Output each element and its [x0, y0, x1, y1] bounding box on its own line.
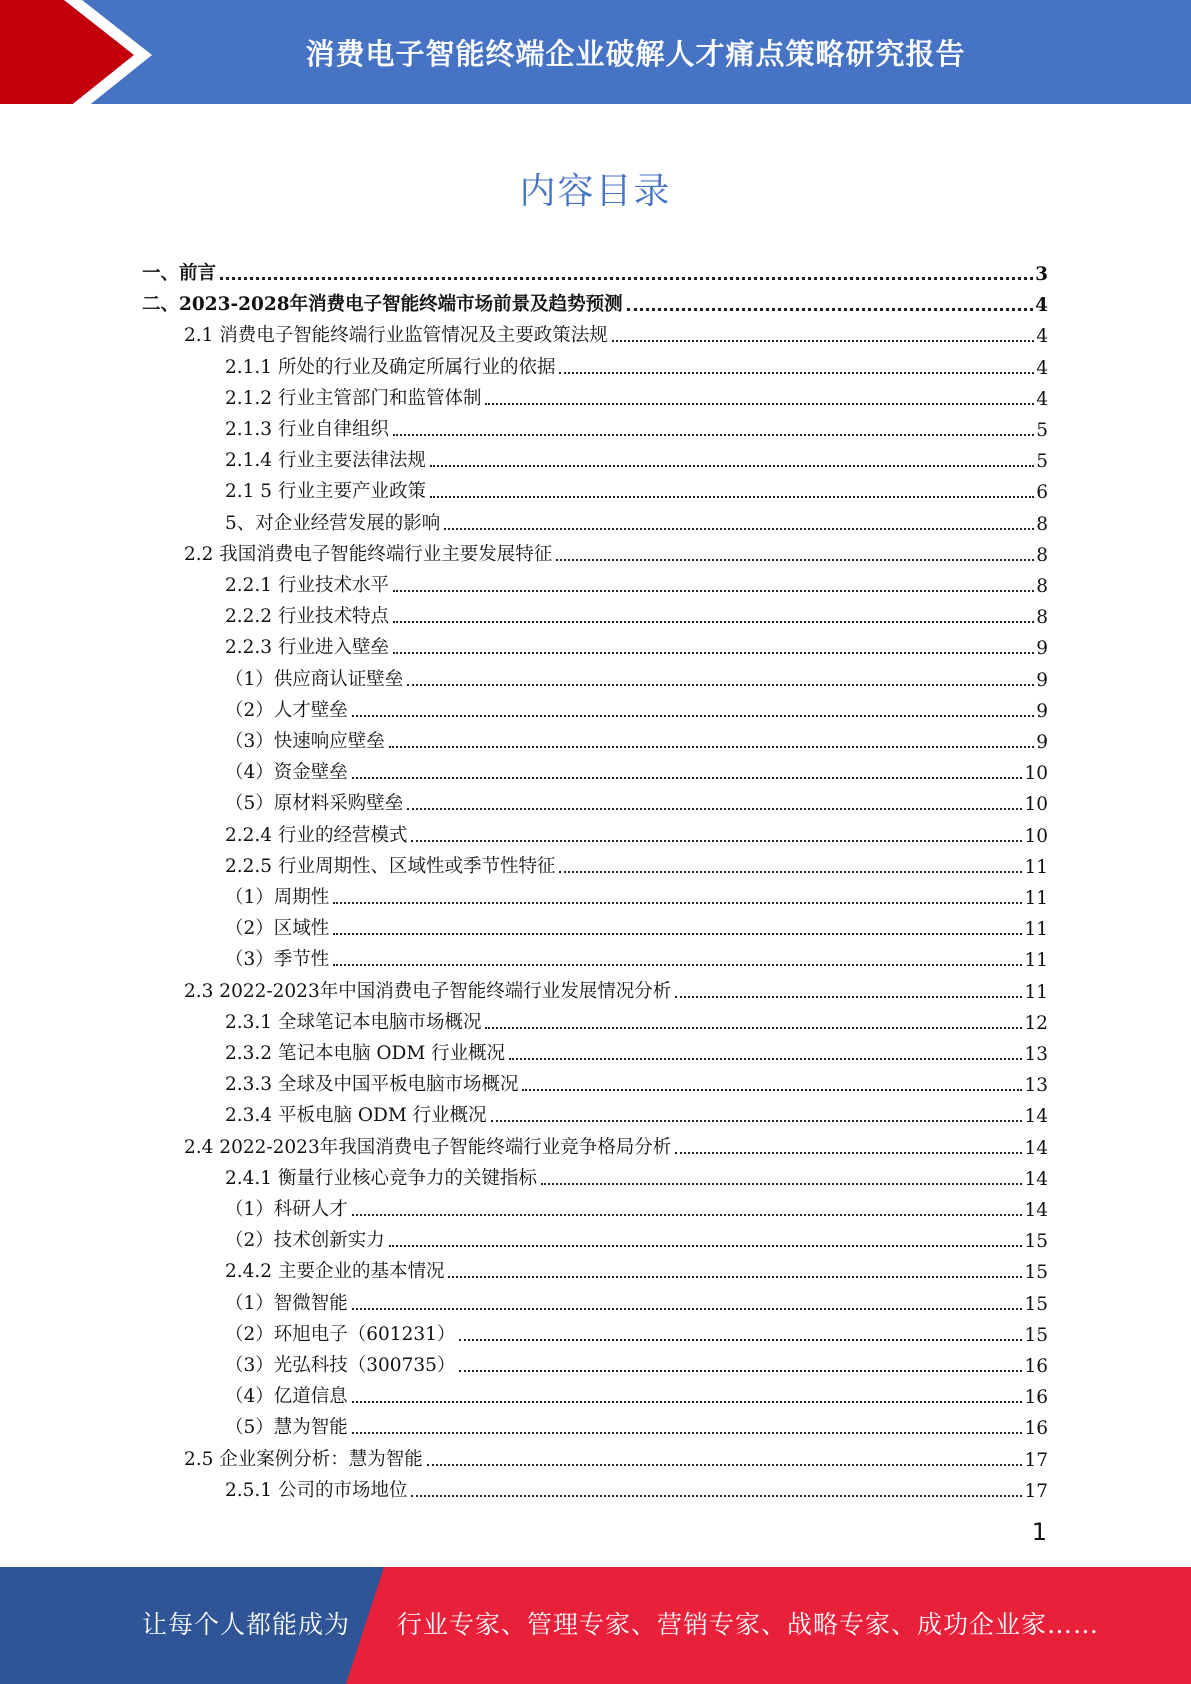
- toc-entry-title: （1）科研人才: [225, 1199, 348, 1220]
- toc-dot-leader: [407, 684, 1034, 686]
- toc-entry-page: 10: [1024, 763, 1048, 785]
- toc-entry-page: 17: [1024, 1449, 1048, 1471]
- toc-entry[interactable]: [184, 972, 1048, 1003]
- toc-dot-leader: [352, 777, 1023, 779]
- toc-entry-title: 2.3.2 笔记本电脑 ODM 行业概况: [225, 1043, 506, 1064]
- toc-dot-leader: [541, 1183, 1022, 1185]
- toc-title: 内容目录: [519, 171, 672, 212]
- page-footer: [0, 1567, 1191, 1684]
- toc-entry[interactable]: [225, 878, 1048, 909]
- toc-dot-leader: [352, 715, 1034, 717]
- toc-dot-leader: [612, 340, 1034, 342]
- toc-entry-title: 2.1 消费电子智能终端行业监管情况及主要政策法规: [184, 325, 608, 347]
- toc-entry[interactable]: [225, 472, 1048, 503]
- toc-entry-title: （3）季节性: [225, 949, 330, 971]
- toc-dot-leader: [509, 1058, 1022, 1060]
- toc-entry-title: （1）供应商认证壁垒: [225, 668, 404, 690]
- toc-entry-page: 5: [1036, 451, 1048, 473]
- toc-dot-leader: [389, 746, 1034, 748]
- toc-entry-title: 2.4.1 衡量行业核心竞争力的关键指标: [225, 1167, 537, 1189]
- toc-entry[interactable]: [225, 1377, 1048, 1408]
- toc-entry-title: （2）人才壁垒: [225, 699, 348, 721]
- toc-entry[interactable]: [225, 1034, 1048, 1065]
- toc-entry-page: 11: [1024, 856, 1048, 878]
- header-title: 消费电子智能终端企业破解人才痛点策略研究报告: [305, 36, 966, 71]
- toc-entry-title: （2）环旭电子（601231）: [225, 1323, 456, 1345]
- toc-entry-page: 17: [1024, 1480, 1048, 1502]
- toc-entry-page: 8: [1036, 513, 1048, 535]
- toc-entry[interactable]: [142, 254, 1048, 285]
- toc-entry-title: （3）光弘科技（300735）: [225, 1355, 456, 1376]
- toc-dot-leader: [430, 496, 1034, 498]
- toc-dot-leader: [448, 1276, 1022, 1278]
- toc-dot-leader: [627, 308, 1033, 311]
- toc-entry-title: （4）资金壁垒: [225, 762, 348, 784]
- toc-entry-title: 2.2 我国消费电子智能终端行业主要发展特征: [184, 543, 553, 565]
- toc-dot-leader: [459, 1339, 1022, 1341]
- toc-entry[interactable]: [225, 753, 1048, 784]
- toc-entry-page: 4: [1036, 388, 1048, 410]
- toc-entry-title: 一、前言: [142, 263, 217, 284]
- toc-entry[interactable]: [225, 722, 1048, 753]
- toc-dot-leader: [393, 621, 1034, 623]
- toc-dot-leader: [491, 1120, 1023, 1122]
- toc-dot-leader: [352, 1401, 1023, 1403]
- toc-entry[interactable]: [225, 628, 1048, 659]
- toc-entry[interactable]: [225, 660, 1048, 691]
- toc-entry[interactable]: [225, 1190, 1048, 1221]
- toc-entry-title: 2.3 2022-2023年中国消费电子智能终端行业发展情况分析: [184, 980, 672, 1002]
- page-number: 1: [1031, 1518, 1047, 1546]
- toc-entry-title: 2.1 5 行业主要产业政策: [225, 481, 426, 503]
- toc-entry-page: 15: [1024, 1324, 1048, 1346]
- toc-dot-leader: [333, 933, 1022, 935]
- footer-slogan-left: 让每个人都能成为: [142, 1610, 351, 1639]
- toc-entry-title: （5）原材料采购壁垒: [225, 793, 404, 815]
- toc-entry-title: 2.4.2 主要企业的基本情况: [225, 1261, 445, 1283]
- toc-entry-page: 14: [1024, 1137, 1048, 1159]
- toc-entry[interactable]: [225, 816, 1048, 847]
- toc-dot-leader: [556, 559, 1034, 561]
- toc-entry[interactable]: [225, 441, 1048, 472]
- toc-entry[interactable]: [225, 379, 1048, 410]
- toc-entry-title: 2.3.3 全球及中国平板电脑市场概况: [225, 1074, 519, 1096]
- toc-entry[interactable]: [225, 1221, 1048, 1252]
- toc-entry-page: 9: [1036, 700, 1048, 722]
- toc-dot-leader: [444, 528, 1034, 530]
- toc-entry-page: 14: [1024, 1106, 1048, 1128]
- toc-entry[interactable]: [225, 1408, 1048, 1439]
- toc-entry[interactable]: [225, 1159, 1048, 1190]
- toc-entry-title: 2.1.4 行业主要法律法规: [225, 450, 426, 472]
- toc-dot-leader: [220, 277, 1033, 280]
- toc-entry-title: 2.1.2 行业主管部门和监管体制: [225, 387, 482, 409]
- toc-dot-leader: [407, 808, 1022, 810]
- toc-entry[interactable]: [225, 410, 1048, 441]
- toc-entry-page: 11: [1024, 919, 1048, 941]
- toc-entry-title: 5、对企业经营发展的影响: [225, 512, 441, 534]
- toc-entry-page: 8: [1036, 544, 1048, 566]
- toc-entry-page: 9: [1036, 638, 1048, 660]
- toc-entry-title: （1）周期性: [225, 887, 330, 908]
- toc-entry-title: 2.5.1 公司的市场地位: [225, 1479, 408, 1501]
- toc-dot-leader: [389, 1245, 1023, 1247]
- toc-entry-page: 15: [1024, 1231, 1048, 1253]
- toc-entry-page: 14: [1024, 1200, 1048, 1221]
- toc-dot-leader: [393, 434, 1034, 436]
- toc-entry-page: 13: [1024, 1075, 1048, 1097]
- toc-entry-page: 14: [1024, 1168, 1048, 1190]
- toc-entry-page: 16: [1024, 1356, 1048, 1377]
- toc-entry-title: 2.4 2022-2023年我国消费电子智能终端行业竞争格局分析: [184, 1136, 672, 1158]
- toc-entry[interactable]: [225, 504, 1048, 535]
- toc-entry-page: 8: [1036, 607, 1048, 629]
- toc-entry-page: 4: [1036, 326, 1048, 348]
- toc-entry[interactable]: [184, 1440, 1048, 1471]
- toc-entry-page: 6: [1036, 482, 1048, 504]
- toc-entry-page: 12: [1024, 1012, 1048, 1034]
- toc-entry-title: 2.2.4 行业的经营模式: [225, 824, 408, 846]
- toc-entry-page: 11: [1024, 950, 1048, 972]
- toc-dot-leader: [559, 871, 1022, 873]
- toc-entry[interactable]: [225, 348, 1048, 379]
- footer-slogan-right: 行业专家、管理专家、营销专家、战略专家、成功企业家……: [397, 1610, 1100, 1639]
- toc-entry-page: 9: [1036, 732, 1048, 753]
- toc-dot-leader: [485, 1027, 1022, 1029]
- toc-dot-leader: [393, 590, 1034, 592]
- toc-entry-page: 13: [1024, 1044, 1048, 1065]
- toc-dot-leader: [352, 1214, 1023, 1216]
- toc-dot-leader: [333, 902, 1022, 904]
- toc-entry-title: （3）快速响应壁垒: [225, 731, 385, 752]
- toc-entry[interactable]: [225, 1096, 1048, 1127]
- toc-entry[interactable]: [225, 1003, 1048, 1034]
- toc-entry-page: 15: [1024, 1293, 1048, 1315]
- toc-entry[interactable]: [184, 1128, 1048, 1159]
- toc-entry-page: 16: [1024, 1418, 1048, 1440]
- toc-entry-title: 2.3.1 全球笔记本电脑市场概况: [225, 1011, 482, 1033]
- toc-entry[interactable]: [184, 535, 1048, 566]
- toc-entry-page: 10: [1024, 794, 1048, 816]
- toc-entry[interactable]: [142, 285, 1048, 316]
- toc-entry-title: 二、2023-2028年消费电子智能终端市场前景及趋势预测: [142, 294, 623, 316]
- toc-entry-page: 15: [1024, 1262, 1048, 1284]
- toc-dot-leader: [411, 1495, 1022, 1497]
- toc-dot-leader: [411, 840, 1022, 842]
- toc-dot-leader: [393, 652, 1034, 654]
- toc-entry-title: （2）技术创新实力: [225, 1230, 385, 1252]
- toc-entry-title: 2.1.1 所处的行业及确定所属行业的依据: [225, 356, 556, 378]
- toc-entry-title: 2.5 企业案例分析：慧为智能: [184, 1448, 423, 1470]
- toc-entry-title: 2.2.1 行业技术水平: [225, 575, 389, 596]
- page-header: [0, 0, 1191, 111]
- toc-dot-leader: [522, 1089, 1022, 1091]
- toc-entry-page: 10: [1024, 825, 1048, 847]
- toc-dot-leader: [352, 1308, 1023, 1310]
- toc-entry-title: （1）智微智能: [225, 1292, 348, 1314]
- toc-entry-page: 5: [1036, 420, 1048, 441]
- toc-entry-title: （4）亿道信息: [225, 1386, 348, 1408]
- toc-entry-page: 4: [1036, 357, 1048, 379]
- toc-entry-page: 11: [1024, 888, 1048, 909]
- toc-entry[interactable]: [225, 566, 1048, 597]
- toc-entry[interactable]: [225, 1284, 1048, 1315]
- toc-entry[interactable]: [225, 1346, 1048, 1377]
- toc-entry-page: 11: [1024, 981, 1048, 1003]
- toc-entry-title: 2.1.3 行业自律组织: [225, 419, 389, 440]
- toc-entry[interactable]: [225, 1252, 1048, 1283]
- toc-dot-leader: [459, 1370, 1022, 1372]
- toc-entry[interactable]: [225, 1065, 1048, 1096]
- toc-entry-title: 2.2.3 行业进入壁垒: [225, 637, 389, 659]
- toc-dot-leader: [427, 1464, 1023, 1466]
- toc-entry-title: 2.2.2 行业技术特点: [225, 606, 389, 628]
- toc-dot-leader: [485, 403, 1034, 405]
- toc-dot-leader: [333, 964, 1022, 966]
- toc-dot-leader: [559, 372, 1034, 374]
- toc-entry-page: 16: [1024, 1387, 1048, 1409]
- toc-entry-title: （2）区域性: [225, 918, 330, 940]
- toc-dot-leader: [675, 996, 1022, 998]
- toc-entry[interactable]: [184, 316, 1048, 347]
- toc-entry[interactable]: [225, 691, 1048, 722]
- toc-dot-leader: [675, 1152, 1022, 1154]
- toc-entry[interactable]: [225, 597, 1048, 628]
- toc-entry-page: 4: [1035, 295, 1048, 317]
- toc-entry-title: 2.3.4 平板电脑 ODM 行业概况: [225, 1105, 487, 1127]
- toc-entry[interactable]: [225, 847, 1048, 878]
- toc-entry[interactable]: [225, 1471, 1048, 1502]
- toc-entry-page: 8: [1036, 576, 1048, 597]
- toc-entry-page: 9: [1036, 669, 1048, 691]
- toc-entry[interactable]: [225, 940, 1048, 971]
- toc-entry-title: （5）慧为智能: [225, 1417, 348, 1439]
- toc-entry-page: 3: [1035, 264, 1048, 285]
- toc-entry[interactable]: [225, 909, 1048, 940]
- toc-dot-leader: [430, 465, 1034, 467]
- toc-entry[interactable]: [225, 784, 1048, 815]
- toc-entry[interactable]: [225, 1315, 1048, 1346]
- toc-entry-title: 2.2.5 行业周期性、区域性或季节性特征: [225, 855, 556, 877]
- toc-dot-leader: [352, 1432, 1023, 1434]
